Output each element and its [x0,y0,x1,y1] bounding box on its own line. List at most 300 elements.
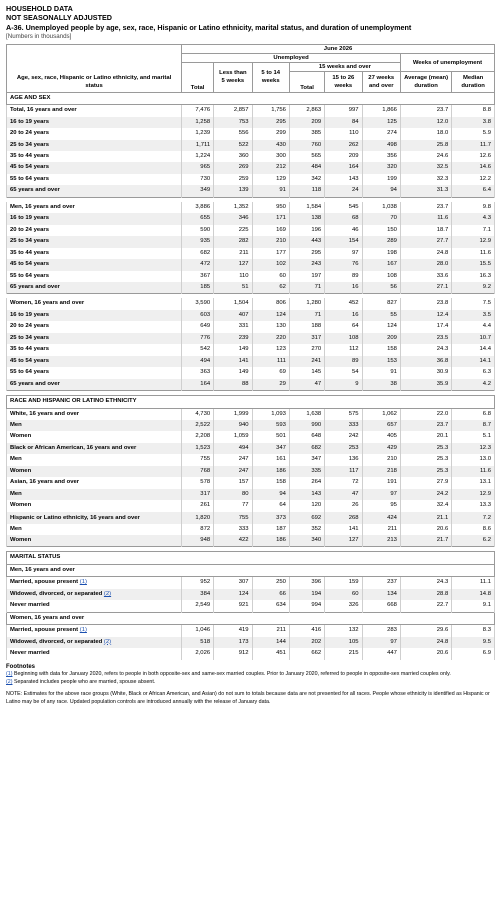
table-cell: 199 [362,174,400,185]
row-label-text: White, 16 years and over [10,410,80,417]
table-row [7,128,495,139]
row-label-text: Men [10,525,22,532]
footnote-link[interactable]: (2) [103,638,112,645]
table-cell: 158 [252,477,289,488]
table-row [7,117,495,128]
footnote-link[interactable]: (1) [79,579,87,586]
row-label [7,282,182,294]
table-cell: 21.1 [400,512,451,524]
table-cell: 7.1 [452,225,495,236]
table-cell: 89 [325,356,362,367]
row-label [7,202,182,213]
table-cell: 299 [252,128,289,139]
table-cell: 363 [182,367,214,378]
row-label-text: 65 years and over [10,187,60,194]
table-cell: 149 [214,367,252,378]
table-cell: 755 [214,512,252,524]
row-label [7,248,182,259]
table-cell: 60 [325,589,362,600]
table-head [7,45,495,93]
table-cell: 20.6 [400,524,451,535]
table-cell: 145 [289,367,324,378]
table-cell: 173 [214,637,252,648]
table-cell: 196 [289,225,324,236]
row-label-text: 45 to 54 years [10,164,49,171]
table-row [7,637,495,648]
table-cell: 97 [325,248,362,259]
table-cell: 501 [252,431,289,442]
footnotes-heading: Footnotes [6,663,35,670]
row-label-text: 25 to 34 years [10,141,49,148]
table-cell: 6.4 [452,185,495,197]
table-cell: 317 [182,489,214,500]
table-row [7,420,495,431]
table-cell: 69 [252,367,289,378]
table-cell: 167 [362,259,400,270]
table-cell: 11.1 [452,577,495,589]
table-row [7,431,495,442]
table-cell: 518 [182,637,214,648]
table-cell: 8.7 [452,420,495,431]
table-cell: 13.0 [452,454,495,465]
row-label-text: 55 to 64 years [10,369,49,376]
table-cell: 129 [252,174,289,185]
row-label [7,271,182,282]
table-cell: 117 [325,466,362,477]
table-cell: 648 [289,431,324,442]
row-label-text: 16 to 19 years [10,311,49,318]
table-cell: 24 [325,185,362,197]
table-cell: 9.5 [452,637,495,648]
table-cell: 264 [289,477,324,488]
section-heading: Women, 16 years and over [7,612,495,624]
table-cell: 127 [325,535,362,547]
table-row [7,225,495,236]
table-cell: 262 [325,140,362,151]
row-label [7,117,182,128]
table-cell: 2,208 [182,431,214,442]
footnote-1-marker[interactable]: (1) [6,671,13,678]
row-label-text: 25 to 34 years [10,334,49,341]
row-label [7,225,182,236]
table-row [7,151,495,162]
table-cell: 682 [289,443,324,454]
table-cell: 997 [325,105,362,117]
table-cell: 326 [325,600,362,612]
table-cell: 24.3 [400,577,451,589]
table-cell: 429 [362,443,400,454]
row-label [7,259,182,270]
table-cell: 261 [182,500,214,511]
table-cell: 12.6 [452,151,495,162]
table-cell: 373 [252,512,289,524]
table-cell: 27.7 [400,236,451,247]
col-total15: Total [289,72,324,93]
table-cell: 18.0 [400,128,451,139]
table-cell: 120 [289,500,324,511]
table-cell: 12.4 [400,310,451,321]
table-cell: 23.8 [400,298,451,309]
table-cell: 24.3 [400,344,451,355]
table-cell: 210 [252,236,289,247]
table-cell: 164 [182,379,214,391]
row-label-text: 45 to 54 years [10,261,49,268]
table-cell: 25.3 [400,466,451,477]
table-cell: 9.2 [452,282,495,294]
table-cell: 212 [252,162,289,173]
table-cell: 6.8 [452,408,495,420]
row-label-text: Married, spouse present [10,627,79,634]
row-label-text: 16 to 19 years [10,118,49,125]
table-cell: 269 [214,162,252,173]
table-cell: 6.3 [452,367,495,378]
table-cell: 95 [362,500,400,511]
row-label [7,185,182,197]
table-cell: 108 [325,333,362,344]
table-cell: 347 [252,443,289,454]
col-27plus: 27 weeks and over [362,72,400,93]
row-label [7,151,182,162]
table-cell: 71 [289,310,324,321]
table-cell: 68 [325,213,362,224]
table-cell: 443 [289,236,324,247]
col-average: Average (mean) duration [400,72,451,93]
row-label-text: 25 to 34 years [10,238,49,245]
table-cell: 241 [289,356,324,367]
table-cell: 22.0 [400,408,451,420]
table-cell: 51 [214,282,252,294]
table-row [7,282,495,294]
table-cell: 655 [182,213,214,224]
table-cell: 384 [182,589,214,600]
table-cell: 105 [325,637,362,648]
table-cell: 405 [362,431,400,442]
table-cell: 3.8 [452,117,495,128]
table-cell: 270 [289,344,324,355]
table-cell: 4.3 [452,213,495,224]
table-cell: 542 [182,344,214,355]
table-cell: 218 [362,466,400,477]
table-cell: 88 [214,379,252,391]
table-cell: 6.9 [452,648,495,659]
table-cell: 331 [214,321,252,332]
section-heading: Men, 16 years and over [7,564,495,576]
table-cell: 1,711 [182,140,214,151]
footnote-link[interactable]: (1) [79,627,87,634]
table-cell: 144 [252,637,289,648]
table-cell: 23.7 [400,202,451,213]
row-label [7,600,182,612]
table-cell: 110 [214,271,252,282]
row-label [7,535,182,547]
table-cell: 556 [214,128,252,139]
row-label [7,344,182,355]
table-cell: 4.4 [452,321,495,332]
table-cell: 211 [362,524,400,535]
units-note: [Numbers in thousands] [6,33,72,41]
table-cell: 124 [362,321,400,332]
table-cell: 935 [182,236,214,247]
row-label [7,367,182,378]
table-cell: 23.7 [400,105,451,117]
table-row [7,500,495,511]
table-cell: 12.2 [452,174,495,185]
row-label-text: 35 to 44 years [10,152,49,159]
table-row [7,524,495,535]
table-cell: 12.9 [452,236,495,247]
row-label [7,443,182,454]
table-cell: 91 [252,185,289,197]
row-label-text: Widowed, divorced, or separated [10,590,103,597]
table-cell: 171 [252,213,289,224]
table-cell: 11.7 [452,140,495,151]
table-cell: 14.8 [452,589,495,600]
table-cell: 127 [214,259,252,270]
table-row [7,213,495,224]
table-cell: 211 [252,625,289,637]
table-cell: 11.6 [452,248,495,259]
row-label-text: Men, 16 years and over [10,203,75,210]
table-cell: 1,046 [182,625,214,637]
table-cell: 416 [289,625,324,637]
table-cell: 91 [362,367,400,378]
table-row [7,105,495,117]
table-cell: 9 [325,379,362,391]
table-cell: 11.6 [400,213,451,224]
table-cell: 110 [325,128,362,139]
row-label-text: Women [10,502,32,509]
footnotes [6,664,495,707]
table-row [7,367,495,378]
table-cell: 1,239 [182,128,214,139]
table-cell: 307 [214,577,252,589]
table-cell: 1,999 [214,408,252,420]
table-row [7,577,495,589]
table-cell: 12.9 [452,489,495,500]
table-cell: 662 [289,648,324,659]
table-cell: 1,638 [289,408,324,420]
row-label [7,637,182,648]
table-cell: 385 [289,128,324,139]
table-cell: 210 [362,454,400,465]
table-cell: 197 [289,271,324,282]
table-row [7,600,495,612]
row-label-text: Asian, 16 years and over [10,479,80,486]
row-label [7,298,182,309]
table-cell: 5.9 [452,128,495,139]
table-cell: 768 [182,466,214,477]
table-cell: 498 [362,140,400,151]
table-row [7,454,495,465]
row-label [7,105,182,117]
row-label-text: 16 to 19 years [10,215,49,222]
table-cell: 755 [182,454,214,465]
table-cell: 1,820 [182,512,214,524]
table-cell: 28.0 [400,259,451,270]
row-label-text: Women [10,537,32,544]
table-cell: 950 [252,202,289,213]
row-label-text: Total, 16 years and over [10,107,77,114]
table-cell: 447 [362,648,400,659]
table-cell: 522 [214,140,252,151]
table-cell: 32.5 [400,162,451,173]
table-cell: 22.7 [400,600,451,612]
row-label-text: Men [10,456,22,463]
table-cell: 668 [362,600,400,612]
table-cell: 242 [325,431,362,442]
table-cell: 8.8 [452,105,495,117]
table-cell: 26 [325,500,362,511]
table-cell: 118 [289,185,324,197]
row-label [7,466,182,477]
table-cell: 25.8 [400,140,451,151]
table-cell: 333 [214,524,252,535]
table-cell: 32.3 [400,174,451,185]
row-label [7,454,182,465]
table-cell: 28.8 [400,589,451,600]
table-cell: 4,730 [182,408,214,420]
table-cell: 237 [362,577,400,589]
table-cell: 14.4 [452,344,495,355]
col-less5: Less than 5 weeks [214,63,252,93]
row-label [7,420,182,431]
table-cell: 282 [214,236,252,247]
table-cell: 136 [325,454,362,465]
row-label-text: Men [10,421,22,428]
table-cell: 424 [362,512,400,524]
table-cell: 209 [362,333,400,344]
table-cell: 125 [362,117,400,128]
table-cell: 164 [325,162,362,173]
table-cell: 12.3 [452,443,495,454]
table-cell: 11.6 [452,466,495,477]
table-cell: 20.1 [400,431,451,442]
footnote-1-text: Beginning with data for January 2020, refers to people in both opposite-sex and same-sex married couples. Prior to January 2020, referred to people in opposite-sex married couples only. [13,671,451,678]
table-cell: 274 [362,128,400,139]
table-cell: 169 [252,225,289,236]
table-cell: 20.6 [400,648,451,659]
row-label-text: 20 to 24 years [10,226,49,233]
row-label-text: Men [10,490,22,497]
table-cell: 10.7 [452,333,495,344]
table-cell: 139 [214,185,252,197]
table-cell: 213 [362,535,400,547]
row-label-text: Hispanic or Latino ethnicity, 16 years and over [10,514,140,521]
table-cell: 990 [289,420,324,431]
table-cell: 138 [289,213,324,224]
table-cell: 71 [289,282,324,294]
row-label [7,321,182,332]
table-cell: 16 [325,282,362,294]
table-cell: 62 [252,282,289,294]
table-cell: 452 [325,298,362,309]
table-cell: 84 [325,117,362,128]
table-cell: 188 [289,321,324,332]
footnote-2 [6,679,495,687]
table-cell: 657 [362,420,400,431]
footnote-2-marker[interactable]: (2) [6,678,13,685]
table-cell: 149 [214,344,252,355]
table-cell: 9.8 [452,202,495,213]
row-label [7,589,182,600]
table-cell: 952 [182,577,214,589]
table-cell: 54 [325,367,362,378]
table-cell: 13.3 [452,500,495,511]
row-label [7,625,182,637]
table-cell: 94 [252,489,289,500]
table-cell: 250 [252,577,289,589]
table-cell: 24.6 [400,151,451,162]
table-cell: 23.7 [400,420,451,431]
table-cell: 649 [182,321,214,332]
header-line1: HOUSEHOLD DATA [6,4,73,13]
table-cell: 21.7 [400,535,451,547]
table-cell: 494 [182,356,214,367]
table-cell: 335 [289,466,324,477]
table-cell: 72 [325,477,362,488]
col-median: Median duration [452,72,495,93]
table-cell: 578 [182,477,214,488]
table-cell: 692 [289,512,324,524]
table-cell: 243 [289,259,324,270]
row-label-text: 55 to 64 years [10,175,49,182]
table-cell: 753 [214,117,252,128]
row-label [7,379,182,391]
row-label-text: Women [10,433,32,440]
table-cell: 494 [214,443,252,454]
table-row [7,271,495,282]
table-cell: 352 [289,524,324,535]
table-row [7,333,495,344]
table-cell: 1,584 [289,202,324,213]
table-row [7,185,495,197]
row-label-text: Never married [10,602,50,609]
table-cell: 1,093 [252,408,289,420]
table-cell: 25.3 [400,443,451,454]
row-label [7,162,182,173]
table-row [7,259,495,270]
table-cell: 220 [252,333,289,344]
footnote-link[interactable]: (2) [103,590,112,597]
table-cell: 17.4 [400,321,451,332]
row-label [7,236,182,247]
row-label [7,431,182,442]
table-cell: 342 [289,174,324,185]
table-cell: 6.2 [452,535,495,547]
row-label [7,128,182,139]
table-cell: 97 [362,637,400,648]
table-row [7,140,495,151]
table-cell: 29 [252,379,289,391]
row-label [7,648,182,659]
col-5to14: 5 to 14 weeks [252,63,289,93]
table-cell: 141 [214,356,252,367]
table-row [7,589,495,600]
row-label [7,577,182,589]
table-cell: 590 [182,225,214,236]
table-row [7,648,495,659]
table-cell: 194 [289,589,324,600]
table-cell: 730 [182,174,214,185]
table-cell: 70 [362,213,400,224]
table-cell: 24.8 [400,248,451,259]
table-cell: 346 [214,213,252,224]
table-cell: 18.7 [400,225,451,236]
table-row [7,202,495,213]
row-label-text: 20 to 24 years [10,323,49,330]
row-label-text: Widowed, divorced, or separated [10,638,103,645]
table-cell: 2,857 [214,105,252,117]
